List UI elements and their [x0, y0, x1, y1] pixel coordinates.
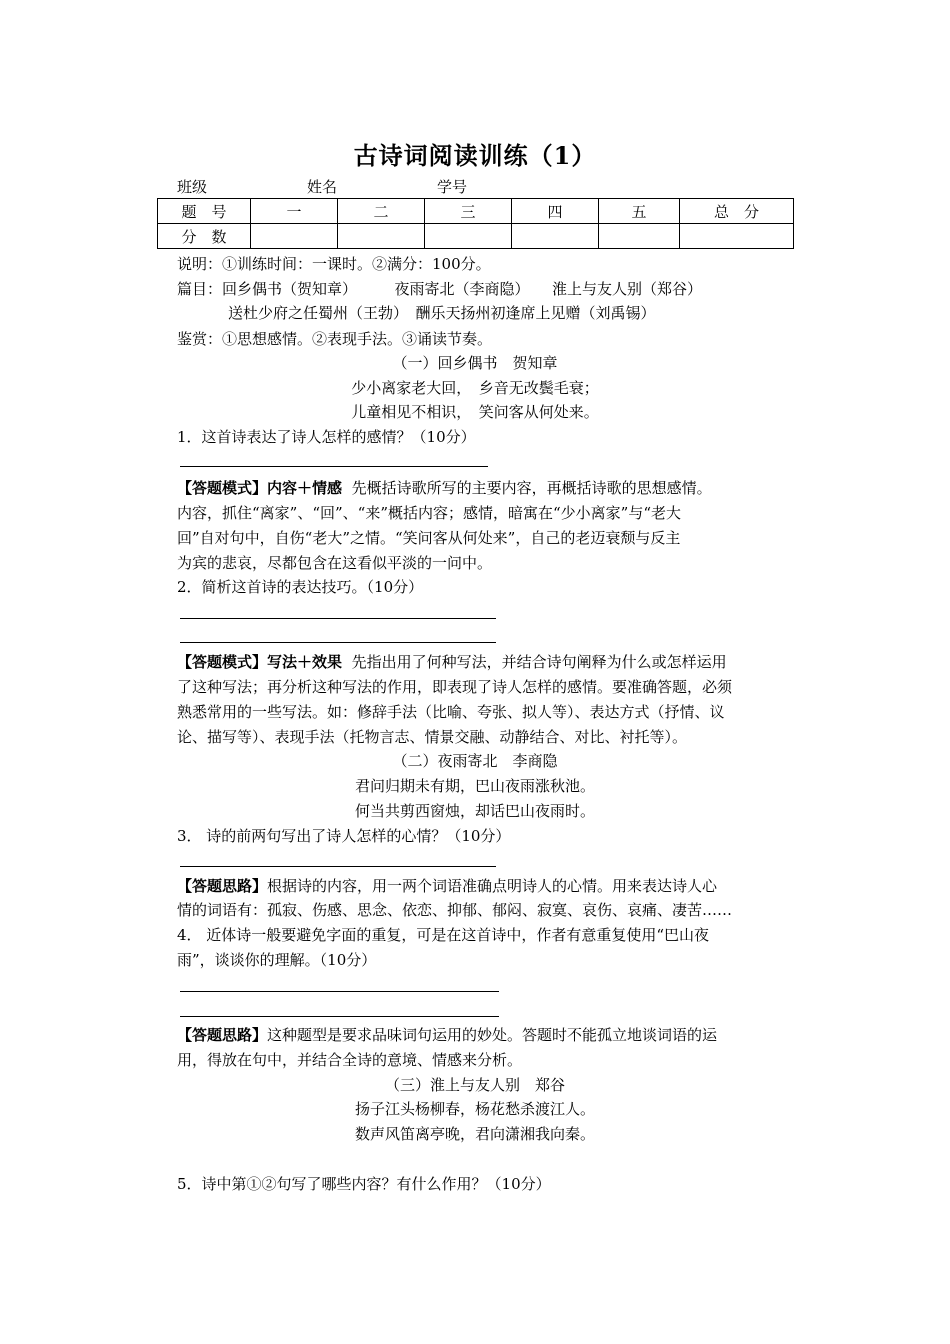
- question-number-header: 题 号: [158, 199, 251, 224]
- answer-line-q4-2[interactable]: [180, 1016, 499, 1017]
- answer-line-q2-1[interactable]: [180, 618, 496, 619]
- score-cell-four[interactable]: [512, 224, 599, 249]
- q2-tip-label: 【答题模式】: [177, 653, 268, 671]
- q2-tip-text: 先指出用了何种写法，并结合诗句阐释为什么或怎样运用: [351, 653, 727, 671]
- question-4-line-1: 4． 近体诗一般要避免字面的重复，可是在这首诗中，作者有意重复使用“巴山夜: [177, 926, 709, 944]
- q2-answer-tip-line-3: 熟悉常用的一些写法。如：修辞手法（比喻、夸张、拟人等）、表达方式（抒情、议: [177, 703, 725, 721]
- question-2: 2．简析这首诗的表达技巧。（10分）: [177, 578, 424, 596]
- q3-tip-label: 【答题思路】: [177, 877, 268, 895]
- pieces-list-line-1: 篇目：回乡偶书（贺知章） 夜雨寄北（李商隐） 淮上与友人别（郑谷）: [177, 280, 703, 298]
- name-label: 姓名: [307, 178, 338, 196]
- poem-1-heading: （一）回乡偶书 贺知章: [392, 354, 558, 372]
- poem-3-heading: （三）淮上与友人别 郑谷: [384, 1076, 565, 1094]
- appreciation-points: 鉴赏：①思想感情。②表现手法。③诵读节奏。: [177, 330, 493, 348]
- score-table-score-row: [158, 224, 794, 249]
- poem-2-heading: （二）夜雨寄北 李商隐: [392, 752, 558, 770]
- answer-line-q3[interactable]: [180, 866, 496, 867]
- score-cell-five[interactable]: [599, 224, 680, 249]
- q4-answer-tip-line-1: [177, 1025, 717, 1045]
- score-cell-two[interactable]: [338, 224, 425, 249]
- q2-answer-tip-line-2: 了这种写法；再分析这种写法的作用，即表现了诗人怎样的感情。要准确答题，必须: [177, 678, 733, 696]
- poem-3-line-1: 扬子江头杨柳春，杨花愁杀渡江人。: [354, 1100, 595, 1118]
- score-table-header-row: [158, 199, 794, 224]
- answer-line-q2-2[interactable]: [180, 642, 496, 643]
- score-table: [157, 198, 794, 249]
- q1-tip-key: 内容＋情感: [267, 479, 343, 497]
- class-label: 班级: [177, 178, 208, 196]
- q4-answer-tip-line-2: 用，得放在句中，并结合全诗的意境、情感来分析。: [177, 1051, 523, 1069]
- total-score-header: 总 分: [680, 199, 794, 224]
- q3-answer-tip-line-1: [177, 876, 717, 896]
- question-1: 1．这首诗表达了诗人怎样的感情？（10分）: [177, 428, 476, 446]
- poem-2-line-2: 何当共剪西窗烛，却话巴山夜雨时。: [354, 802, 595, 820]
- q4-tip-text: 这种题型是要求品味词句运用的妙处。答题时不能孤立地谈词语的运: [267, 1026, 718, 1044]
- q2-tip-key: 写法＋效果: [267, 653, 343, 671]
- q3-answer-tip-line-2: 情的词语有：孤寂、伤感、思念、依恋、抑郁、郁闷、寂寞、哀伤、哀痛、凄苦……: [177, 901, 733, 919]
- score-cell-total[interactable]: [680, 224, 794, 249]
- poem-1-line-2: 儿童相见不相识， 笑问客从何处来。: [351, 403, 599, 421]
- q4-tip-label: 【答题思路】: [177, 1026, 268, 1044]
- question-5: 5．诗中第①②句写了哪些内容？有什么作用？（10分）: [177, 1175, 551, 1193]
- score-cell-one[interactable]: [251, 224, 338, 249]
- pieces-list-line-2: 送杜少府之任蜀州（王勃） 酬乐天扬州初逢席上见赠（刘禹锡）: [228, 304, 656, 322]
- q1-answer-tip-line-2: 内容，抓住“离家”、“回”、“来”概括内容；感情，暗寓在“少小离家”与“老大: [177, 504, 682, 522]
- q1-answer-tip-line-3: 回”自对句中，自伤“老大”之情。“笑问客从何处来”，自己的老迈衰颓与反主: [177, 529, 681, 547]
- poem-3-line-2: 数声风笛离亭晚，君向潇湘我向秦。: [354, 1125, 595, 1143]
- poem-2-line-1: 君问归期未有期，巴山夜雨涨秋池。: [354, 777, 595, 795]
- q1-answer-tip-line-1: [177, 478, 712, 498]
- answer-line-q4-1[interactable]: [180, 991, 499, 992]
- poem-1-line-1: 少小离家老大回， 乡音无改鬓毛衰；: [351, 379, 599, 397]
- section-one-header: 一: [251, 199, 338, 224]
- section-three-header: 三: [425, 199, 512, 224]
- q1-tip-label: 【答题模式】: [177, 479, 268, 497]
- answer-line-q1[interactable]: [180, 466, 488, 467]
- q1-tip-text: 先概括诗歌所写的主要内容，再概括诗歌的思想感情。: [351, 479, 712, 497]
- instructions-note: 说明：①训练时间：一课时。②满分：100分。: [177, 255, 491, 273]
- student-id-label: 学号: [437, 178, 468, 196]
- score-cell-three[interactable]: [425, 224, 512, 249]
- score-row-label: 分 数: [158, 224, 251, 249]
- page-title: 古诗词阅读训练（1）: [353, 141, 597, 170]
- question-3: 3． 诗的前两句写出了诗人怎样的心情？（10分）: [177, 827, 511, 845]
- section-five-header: 五: [599, 199, 680, 224]
- section-four-header: 四: [512, 199, 599, 224]
- q2-answer-tip-line-4: 论、描写等）、表现手法（托物言志、情景交融、动静结合、对比、衬托等）。: [177, 728, 688, 746]
- section-two-header: 二: [338, 199, 425, 224]
- q1-answer-tip-line-4: 为宾的悲哀，尽都包含在这看似平淡的一问中。: [177, 554, 493, 572]
- question-4-line-2: 雨”，谈谈你的理解。（10分）: [177, 951, 377, 969]
- q3-tip-text: 根据诗的内容，用一两个词语准确点明诗人的心情。用来表达诗人心: [267, 877, 718, 895]
- q2-answer-tip-line-1: [177, 652, 727, 672]
